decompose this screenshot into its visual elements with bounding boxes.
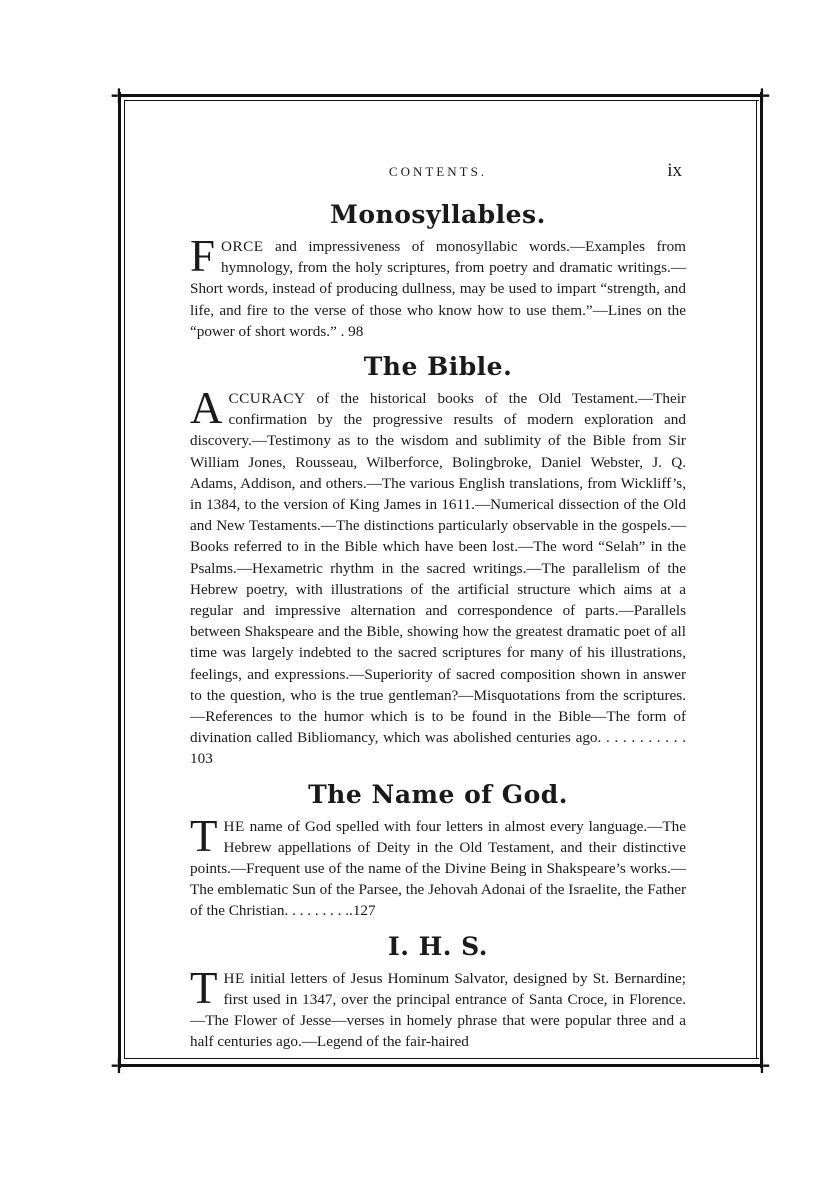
section-title: The Bible. <box>363 352 513 382</box>
drop-cap: F <box>190 231 216 281</box>
frame-corner-ornament-icon: ✛ <box>110 1054 128 1078</box>
page-number: ix <box>667 160 682 181</box>
drop-cap: A <box>190 383 223 434</box>
entry-lead-word: HE <box>223 969 245 987</box>
entry-lead-word: ORCE <box>221 238 264 255</box>
frame-right-rule <box>760 92 763 1068</box>
running-title: CONTENTS. <box>388 164 488 179</box>
section-title: The Name of God. <box>308 779 568 809</box>
drop-cap: T <box>190 962 218 1013</box>
entry-text: initial letters of Jesus Hominum Salvator, designed by St. Bernardine; first used in 1347, over the principal entrance of Santa Croce, in Florence.—The Flower of Jesse—verses in homely phrase that were popular three and a half centuries ago.—Legend of the fair-haired <box>190 969 686 1051</box>
entry-text: of the historical books of the Old Testament.—Their confirmation by the progressive results of modern exploration and discovery.—Testimony as to the wisdom and sublimity of the Bible from Sir William Jones, Rousseau, Wilberforce, Bolingbroke, Daniel Webster, J. Q. Adams, Addison, and others.—The various English translations, from Wickliff’s, in 1384, to the version of King James in 1611.—Numerical dissection of the Old and New Testaments.—The distinctions particularly observable in the gospels.—Books referred to in the Bible which have been lost.—The word “Selah” in the Psalms.—Hexametric rhythm in the sacred writings.—The parallelism of the Hebrew poetry, with illustrations of the artificial structure which aims at a regular and impressive alternation and correspondence of parts.—Parallels between Shakspeare and the Bible, showing how the greatest dramatic poet of all time was largely indebted to the sacred scriptures for many of his illustrations, feelings, and expressions.—Superiority of sacred composition shown in answer to the question, who is the true gentleman?—Misquotations from the scriptures.—References to the humor which is to be found in the Bible—The form of divination called Bibliomancy, which was abolished centuries ago. . . . . . . . . . . <box>190 390 686 747</box>
section-title: Monosyllables. <box>330 200 546 229</box>
frame-left-rule <box>118 92 121 1068</box>
frame-corner-ornament-icon: ✛ <box>753 1054 771 1078</box>
section-entry <box>190 383 686 770</box>
frame-corner-ornament-icon: ✛ <box>110 84 128 108</box>
running-head <box>190 160 686 190</box>
page-reference: 98 <box>348 322 364 340</box>
frame-top-inner-rule <box>124 100 759 101</box>
contents-column <box>190 160 686 1053</box>
frame-right-inner-rule <box>756 100 757 1059</box>
entry-text: name of God spelled with four letters in almost every language.—The Hebrew appellations of Deity in the Old Testament, and their distinctive points.—Frequent use of the name of the Divine Being in Shakspeare’s works.—The emblematic Sun of the Parsee, the Jehovah Adonai of the Israelite, the Father of the Christian. . . . . . . . . <box>190 817 686 920</box>
section-entry <box>190 810 686 922</box>
section-entry <box>190 962 686 1053</box>
entry-text: and impressiveness of monosyllabic words.—Examples from hymnology, from the holy scriptures, from poetry and dramatic writings.—Short words, instead of producing dullness, may be used to impart “strength, and life, and fire to the verse of those who know how to use them.”—Lines on the “power of short words.” . <box>190 238 686 340</box>
frame-bottom-rule <box>120 1064 763 1067</box>
entry-lead-word: CCURACY <box>228 390 306 408</box>
section-title: I. H. S. <box>388 931 488 961</box>
frame-left-inner-rule <box>124 100 125 1059</box>
section-entry <box>190 231 686 342</box>
frame-bottom-inner-rule <box>124 1058 759 1059</box>
frame-top-rule <box>120 94 763 97</box>
frame-corner-ornament-icon: ✛ <box>753 84 771 108</box>
page-reference: .127 <box>349 902 376 920</box>
entry-lead-word: HE <box>223 817 245 835</box>
drop-cap: T <box>190 810 218 861</box>
page-reference: 103 <box>190 750 213 768</box>
